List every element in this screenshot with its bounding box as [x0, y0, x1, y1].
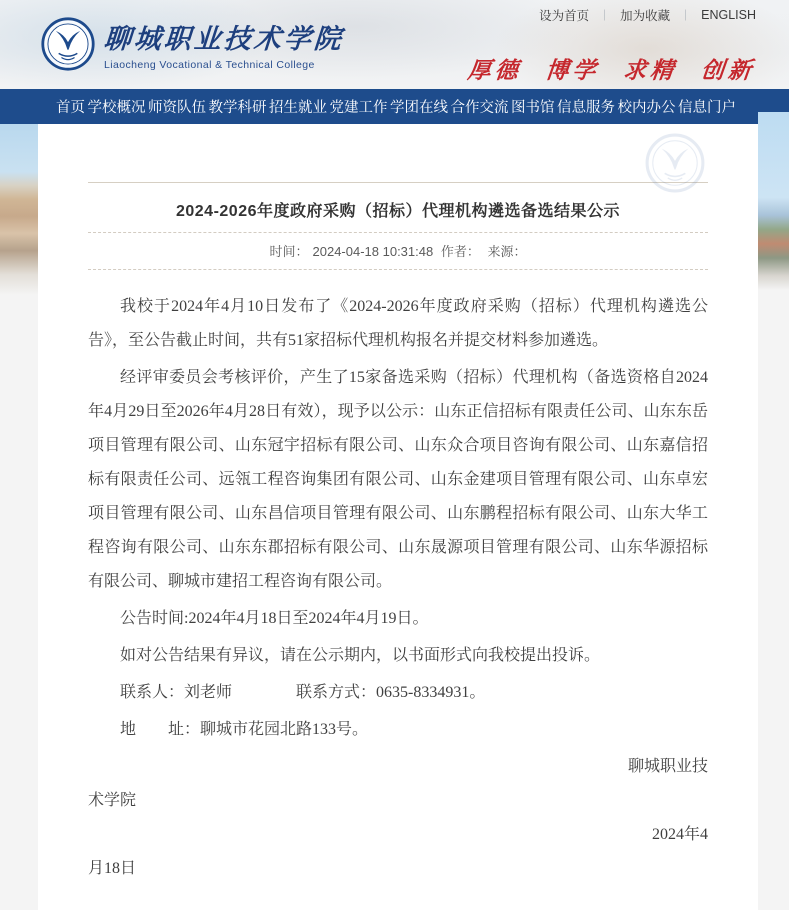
nav-item-info-portal[interactable]: 信息门户 [678, 100, 736, 116]
link-separator: ｜ [680, 10, 692, 22]
sign-off-date-line2: 月18日 [88, 860, 137, 877]
nav-item-teaching-research[interactable]: 教学科研 [208, 100, 267, 116]
college-seal-icon [40, 16, 96, 72]
top-rule [88, 182, 708, 183]
paragraph-objection-notice: 如对公告结果有异议，请在公示期内，以书面形式向我校提出投诉。 [120, 647, 601, 664]
nav-item-library[interactable]: 图书馆 [511, 100, 555, 116]
background-photo-left [0, 124, 38, 295]
paragraph-contact: 联系人：刘老师 联系方式：0635-8334931。 [120, 684, 486, 701]
sign-off-name-line2: 术学院 [88, 792, 137, 809]
background-photo-right [758, 112, 789, 290]
college-name-block [104, 17, 344, 71]
paragraph-address: 地 址：聊城市花园北路133号。 [120, 721, 369, 738]
main-nav [0, 89, 789, 124]
nav-item-faculty[interactable]: 师资队伍 [148, 100, 206, 116]
english-link[interactable]: ENGLISH [701, 8, 756, 22]
nav-item-info-services[interactable]: 信息服务 [557, 100, 615, 116]
meta-author-label: 作者： [440, 244, 480, 259]
page-title: 2024-2026年度政府采购（招标）代理机构遴选备选结果公示 [175, 203, 621, 220]
meta-source-label: 来源： [487, 244, 527, 259]
add-favorite-link[interactable]: 加为收藏 [620, 9, 671, 23]
main-nav-bar [38, 89, 758, 124]
nav-item-admissions-employment[interactable]: 招生就业 [269, 100, 327, 116]
article-meta [88, 232, 708, 270]
top-utility-links [539, 6, 756, 24]
meta-time-label: 时间： [269, 244, 309, 259]
set-homepage-link[interactable]: 设为首页 [539, 9, 590, 23]
article-body [88, 290, 708, 886]
college-name-en: Liaocheng Vocational & Technical College [104, 59, 315, 71]
paragraph-selection-results: 经评审委员会考核评价，产生了15家备选采购（招标）代理机构（备选资格自2024年4月29日至2026年4月28日有效），现予以公示：山东正信招标有限责任公司、山东东岳项目管理有限公司、山东冠宇招标有限公司、山东众合项目咨询有限公司、山东嘉信招标有限责任公司、远瓴工程咨询集团有限公司、山东金建项目管理有限公司、山东卓宏项目管理有限公司、山东昌信项目管理有限公司、山东鹏程招标有限公司、山东大华工程咨询有限公司、山东东郡招标有限公司、山东晟源项目管理有限公司、山东华源招标有限公司、聊城市建招工程咨询有限公司。 [88, 369, 708, 590]
watermark-seal-icon [644, 132, 706, 194]
meta-time-value: 2024-04-18 10:31:48 [312, 244, 434, 259]
nav-item-cooperation[interactable]: 合作交流 [450, 100, 509, 116]
content-panel [38, 124, 758, 910]
nav-item-campus-office[interactable]: 校内办公 [617, 100, 676, 116]
sign-off-name-line1: 聊城职业技 [627, 758, 708, 775]
college-name-cn: 聊城职业技术学院 [102, 24, 345, 54]
logo-link[interactable] [40, 16, 344, 72]
nav-item-student-league[interactable]: 学团在线 [390, 100, 448, 116]
nav-item-party-building[interactable]: 党建工作 [329, 100, 388, 116]
sign-off-block [88, 750, 708, 886]
announcement-article [88, 124, 708, 886]
link-separator: ｜ [599, 10, 611, 22]
nav-item-home[interactable]: 首页 [56, 100, 85, 116]
nav-item-school-overview[interactable]: 学校概况 [87, 100, 146, 116]
paragraph-announcement-intro: 我校于2024年4月10日发布了《2024-2026年度政府采购（招标）代理机构遴选公告》，至公告截止时间，共有51家招标代理机构报名并提交材料参加遴选。 [88, 298, 708, 349]
school-motto: 厚德 博学 求精 创新 [466, 58, 757, 83]
paragraph-publicity-period: 公告时间:2024年4月18日至2024年4月19日。 [120, 610, 429, 627]
site-header [0, 0, 789, 89]
sign-off-date-line1: 2024年4 [651, 826, 708, 843]
